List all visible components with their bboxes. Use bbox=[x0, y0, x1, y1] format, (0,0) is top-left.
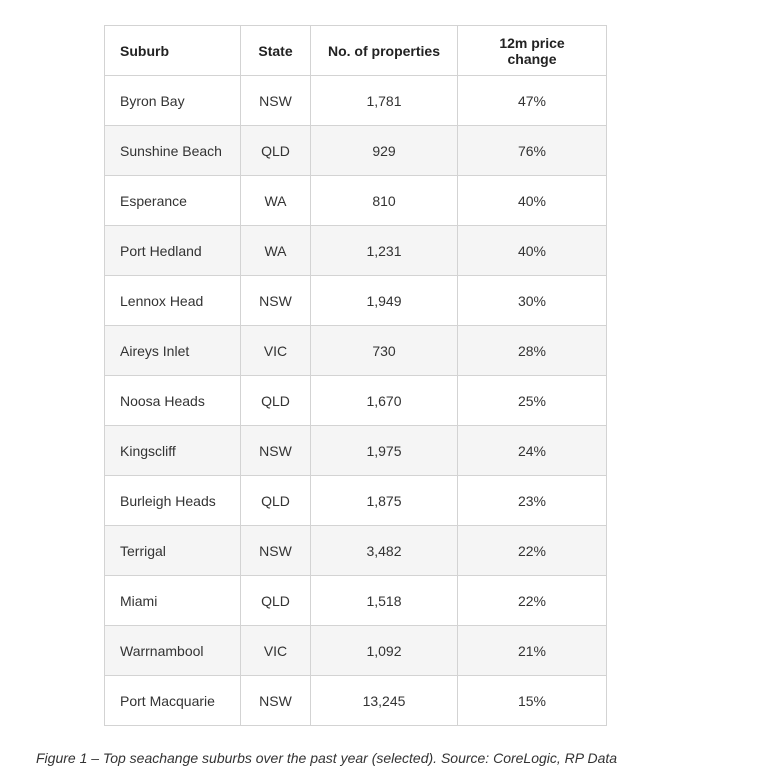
cell-suburb: Burleigh Heads bbox=[105, 476, 241, 526]
cell-state: WA bbox=[241, 176, 311, 226]
cell-state: VIC bbox=[241, 626, 311, 676]
cell-properties: 730 bbox=[311, 326, 458, 376]
cell-price-change: 22% bbox=[458, 576, 607, 626]
cell-properties: 1,092 bbox=[311, 626, 458, 676]
cell-suburb: Port Macquarie bbox=[105, 676, 241, 726]
header-price-change: 12m price change bbox=[458, 26, 607, 76]
cell-price-change: 25% bbox=[458, 376, 607, 426]
cell-state: QLD bbox=[241, 126, 311, 176]
table-row bbox=[105, 126, 607, 176]
cell-suburb: Lennox Head bbox=[105, 276, 241, 326]
cell-suburb: Warrnambool bbox=[105, 626, 241, 676]
table-row bbox=[105, 676, 607, 726]
cell-price-change: 40% bbox=[458, 226, 607, 276]
cell-state: WA bbox=[241, 226, 311, 276]
table-row bbox=[105, 626, 607, 676]
figure-caption: Figure 1 – Top seachange suburbs over the past year (selected). Source: CoreLogic, RP Data bbox=[36, 750, 618, 766]
cell-properties: 1,875 bbox=[311, 476, 458, 526]
cell-suburb: Miami bbox=[105, 576, 241, 626]
table-row bbox=[105, 76, 607, 126]
cell-price-change: 15% bbox=[458, 676, 607, 726]
cell-suburb: Aireys Inlet bbox=[105, 326, 241, 376]
table-row bbox=[105, 376, 607, 426]
cell-price-change: 28% bbox=[458, 326, 607, 376]
header-suburb: Suburb bbox=[105, 26, 241, 76]
table-row bbox=[105, 576, 607, 626]
cell-properties: 3,482 bbox=[311, 526, 458, 576]
cell-state: NSW bbox=[241, 526, 311, 576]
cell-price-change: 40% bbox=[458, 176, 607, 226]
header-row bbox=[105, 26, 607, 76]
cell-state: QLD bbox=[241, 376, 311, 426]
cell-properties: 1,975 bbox=[311, 426, 458, 476]
cell-price-change: 76% bbox=[458, 126, 607, 176]
cell-price-change: 30% bbox=[458, 276, 607, 326]
cell-price-change: 21% bbox=[458, 626, 607, 676]
cell-state: NSW bbox=[241, 426, 311, 476]
cell-properties: 13,245 bbox=[311, 676, 458, 726]
header-properties: No. of properties bbox=[311, 26, 458, 76]
table-row bbox=[105, 426, 607, 476]
cell-state: QLD bbox=[241, 476, 311, 526]
cell-suburb: Terrigal bbox=[105, 526, 241, 576]
table-row bbox=[105, 526, 607, 576]
cell-state: NSW bbox=[241, 276, 311, 326]
table-row bbox=[105, 176, 607, 226]
table-row bbox=[105, 476, 607, 526]
cell-state: NSW bbox=[241, 76, 311, 126]
data-table-container bbox=[104, 25, 607, 726]
cell-suburb: Sunshine Beach bbox=[105, 126, 241, 176]
cell-price-change: 22% bbox=[458, 526, 607, 576]
cell-properties: 810 bbox=[311, 176, 458, 226]
cell-suburb: Noosa Heads bbox=[105, 376, 241, 426]
table-row bbox=[105, 326, 607, 376]
seachange-suburbs-table bbox=[104, 25, 607, 726]
cell-state: NSW bbox=[241, 676, 311, 726]
table-row bbox=[105, 226, 607, 276]
cell-properties: 1,518 bbox=[311, 576, 458, 626]
cell-properties: 1,231 bbox=[311, 226, 458, 276]
table-body bbox=[105, 76, 607, 726]
cell-properties: 1,949 bbox=[311, 276, 458, 326]
cell-properties: 929 bbox=[311, 126, 458, 176]
table-header bbox=[105, 26, 607, 76]
cell-properties: 1,781 bbox=[311, 76, 458, 126]
cell-suburb: Byron Bay bbox=[105, 76, 241, 126]
cell-price-change: 24% bbox=[458, 426, 607, 476]
header-state: State bbox=[241, 26, 311, 76]
cell-price-change: 47% bbox=[458, 76, 607, 126]
cell-suburb: Port Hedland bbox=[105, 226, 241, 276]
cell-suburb: Kingscliff bbox=[105, 426, 241, 476]
table-row bbox=[105, 276, 607, 326]
cell-state: VIC bbox=[241, 326, 311, 376]
cell-suburb: Esperance bbox=[105, 176, 241, 226]
cell-state: QLD bbox=[241, 576, 311, 626]
cell-price-change: 23% bbox=[458, 476, 607, 526]
cell-properties: 1,670 bbox=[311, 376, 458, 426]
